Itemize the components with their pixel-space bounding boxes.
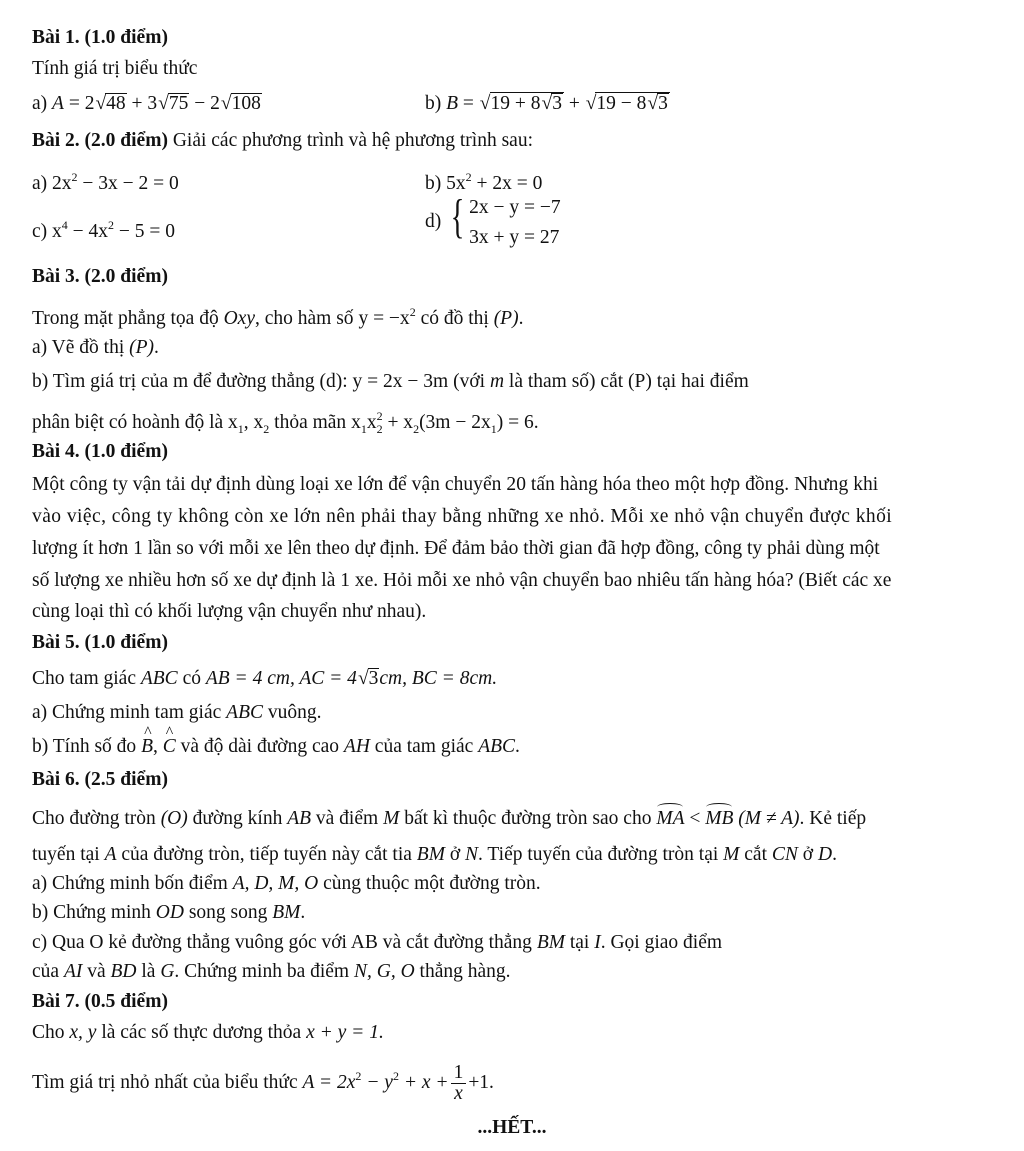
b6-item-c: c) Qua O kẻ đường thẳng vuông góc với AB và cắt đường thẳng BM tại I. Gọi giao điểm [32,932,723,953]
b6-intro-cont: tuyến tại A của đường tròn, tiếp tuyến này cắt tia BM ở N. Tiếp tuyến của đường tròn tại M cắt CN ở D. [32,844,837,865]
b3-item-a: a) Vẽ đồ thị (P). [32,337,159,358]
b7-title: Bài 7. (0.5 điểm) [32,991,168,1012]
b1-title: Bài 1. (1.0 điểm) [32,27,168,48]
b2-item-b: b) $5x^2 + 2x = 0$ [425,170,543,194]
b6-item-b: b) Chứng minh OD song song BM. [32,902,306,923]
b5-item-b: b) Tính số đo ^ B, ^ C và độ dài đường cao AH của tam giác ABC. [32,735,520,759]
b7-question: Tìm giá trị nhỏ nhất của biểu thức $A = 2x^2 - y^2 + x$ + $\frac{1}{x}$ +1. [32,1062,494,1104]
b4-line-5: cùng loại thì có khối lượng vận chuyển như nhau). [32,601,427,622]
b6-item-c-cont: của AI và BD là G. Chứng minh ba điểm N, G, O thẳng hàng. [32,961,511,982]
b5-intro: Cho tam giác ABC có AB = 4 cm, AC = 4√3cm, BC = 8cm. [32,668,498,689]
b3-item-b-cont: phân biệt có hoành độ là $x_1$, $x_2$ thỏa mãn $x_1x_2^2 + x_2(3m - 2x_1) = 6$. [32,409,539,436]
b4-line-4: số lượng xe nhiều hơn số xe dự định là 1 xe. Hỏi mỗi xe nhỏ vận chuyển bao nhiêu tấn hàng hóa? (Biết các xe [32,570,892,591]
b2-item-a: a) $2x^2 - 3x - 2 = 0$ [32,170,179,194]
b3-title: Bài 3. (2.0 điểm) [32,266,168,287]
b4-line-2: vào việc, công ty không còn xe lớn nên phải thay bằng những xe nhỏ. Mỗi xe nhỏ vận chuyển được khối [32,506,893,527]
b1-desc: Tính giá trị biểu thức [32,58,198,79]
b6-intro: Cho đường tròn (O) đường kính AB và điểm M bất kì thuộc đường tròn sao cho MA < MB (M ≠ A). Kẻ tiếp [32,808,867,829]
b6-item-a: a) Chứng minh bốn điểm A, D, M, O cùng thuộc một đường tròn. [32,873,541,894]
b4-title: Bài 4. (1.0 điểm) [32,441,168,462]
b4-line-1: Một công ty vận tải dự định dùng loại xe lớn để vận chuyển 20 tấn hàng hóa theo một hợp đồng. Nhưng khi [32,474,879,495]
b2-item-d: d) { 2x − y = −7 3x + y = 27 [425,190,561,248]
b1-item-a: a) A = 2√48 + 3√75 − 2√108 [32,93,261,114]
fraction: $\frac{1}{x}$ [451,1063,467,1104]
b1-item-b: b) B = √19 + 8√3 + √19 − 8√3 [425,93,668,114]
b7-intro: Cho x, y là các số thực dương thỏa x + y = 1. [32,1022,384,1043]
b5-title: Bài 5. (1.0 điểm) [32,632,168,653]
b4-line-3: lượng ít hơn 1 lần so với mỗi xe lên theo dự định. Để đảm bảo thời gian đã hợp đồng, công ty phải dùng một [32,538,880,559]
b2-heading: Bài 2. (2.0 điểm) Giải các phương trình và hệ phương trình sau: [32,130,534,151]
end-marker: ...HẾT... [477,1117,547,1138]
b5-item-a: a) Chứng minh tam giác ABC vuông. [32,702,322,723]
b6-title: Bài 6. (2.5 điểm) [32,769,168,790]
b2-item-c: c) $x^4 - 4x^2 - 5 = 0$ [32,218,176,242]
b3-intro: Trong mặt phẳng tọa độ Oxy, cho hàm số $y = -x^2$ có đồ thị (P). [32,305,524,329]
b3-item-b: b) Tìm giá trị của m để đường thẳng (d): y = 2x − 3m (với m là tham số) cắt (P) tại hai điểm [32,371,749,392]
